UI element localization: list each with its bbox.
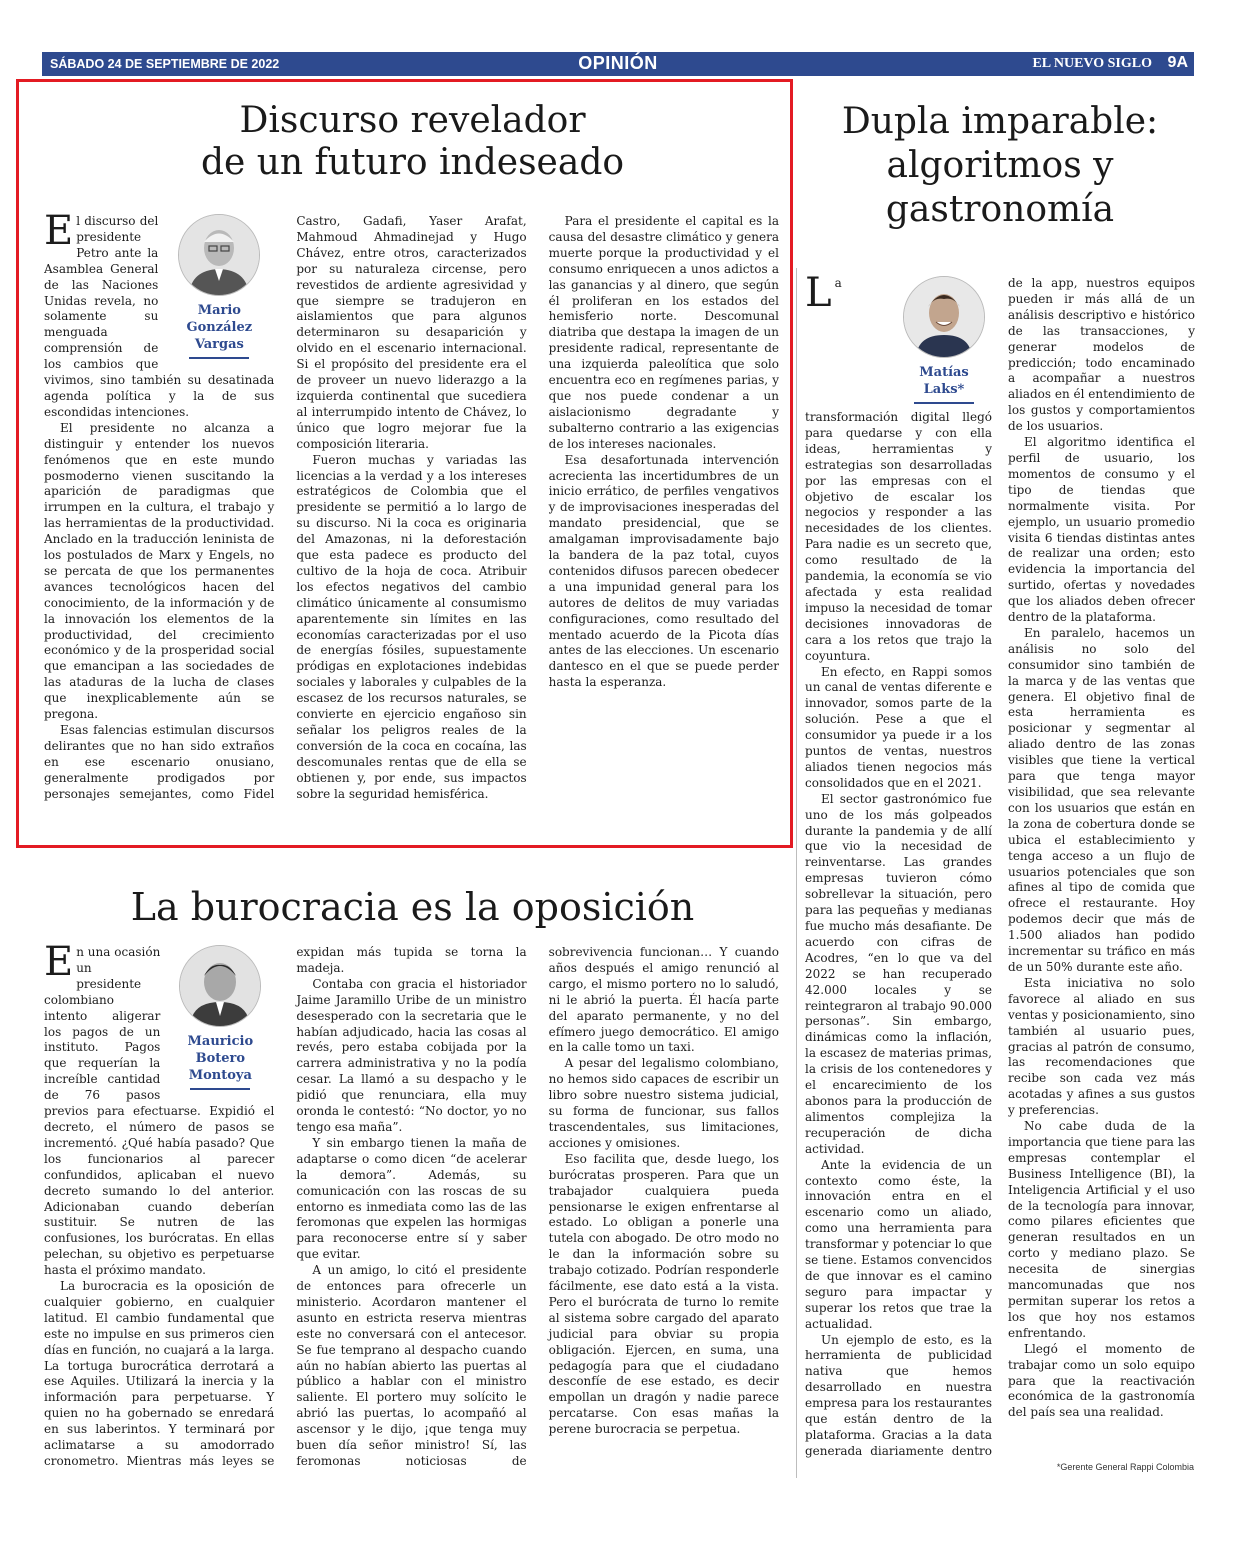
- article2-title-line1: Dupla imparable:: [841, 101, 1159, 142]
- header-paper-name: EL NUEVO SIGLO: [1032, 56, 1152, 71]
- article3-author-box: [166, 945, 274, 1090]
- article1-paragraph: El presidente no alcanza a distinguir y entender los nuevos fenómenos que en este mundo posmoderno vienen suscitando la aparición de paradigmas que irrumpen en la cultura, el trabajo y las herramientas de la productividad. Anclado en la traducción leninista de los postulados de Marx y Engels, no se percata de que los permanentes avances tecnológicos hacen del conocimiento, de la información y de la innovación los elementos de la productividad, del crecimiento económico y de la prosperidad social que emancipan a las sociedades de las ataduras de la lucha de clases que inexplicablemente aún se pregona.: [44, 420, 275, 722]
- person-icon: [180, 946, 260, 1026]
- author-underline: [190, 1088, 250, 1090]
- header-page-number: 9A: [1167, 54, 1188, 71]
- article1-paragraph: El discurso del presidente Petro ante la Asamblea General de las Naciones Unidas revela, no solamente su menguada comprensión de los cambios que vivimos, sino también su desatinada agenda política y la de sus escondidas intenciones.: [44, 214, 275, 419]
- article1-author-middle: González: [186, 320, 253, 335]
- author-photo-mario: [178, 214, 260, 296]
- article3-paragraph: En una ocasión un presidente colombiano intento aligerar los pagos de un instituto. Pagos que requerían la increíble cantidad de 76 pasos previos para efectuarse. Expidió el decreto, el número de pasos se incrementó. ¿Qué había pasado? Que los funcionarios al parecer confundidos, aplicaban el nuevo decreto sumando lo del anterior. Adicionaban cuando deberían sustituir. Se nutren de las confusiones, los burócratas. En ellas pelechan, su objetivo es perpetuarse hasta el próximo mandato.: [44, 945, 275, 1278]
- article3-author-first: Mauricio: [187, 1034, 254, 1049]
- column-divider: [796, 268, 797, 1478]
- article3-paragraph: A un amigo, lo citó el presidente de entonces para ofrecerle un ministerio. Acordaron mantener el asunto en estricta reserva mientras este no conversará con el antecesor. Se fue temprano al despacho cuando aún no habían abierto las puertas al público a hablar con el ministro saliente. El portero muy solícito le abrió las puertas, lo acompañó al ascensor y le dijo, ¡que tenga muy buen día señor ministro! Sí, las feromonas noticiosas de sobrevivencia funcionan… Y cuando años después el amigo renunció al cargo, el mismo portero no lo saludó, ni le abrió la puerta. Él hacía parte del aparato permanente, y no del efímero juego democrático. El amigo en la calle tomo un taxi.: [296, 945, 779, 1468]
- article1-body: [44, 214, 779, 814]
- person-icon: [904, 277, 984, 357]
- article3-author-middle: Botero: [195, 1051, 246, 1066]
- article2-paragraph: En efecto, en Rappi somos un canal de ventas diferente e innovador, somos parte de la solución. Pese a que el consumidor ya puede ir a los puntos de ventas, nuestros aliados tienen negocios más consolidados que en el 2021.: [805, 664, 992, 790]
- article1-author-last: Vargas: [194, 337, 244, 352]
- author-photo-mauricio: [179, 945, 261, 1027]
- article3-paragraph: Eso facilita que, desde luego, los burócratas prosperen. Para que un trabajador cualquiera pueda pensionarse le exigen enfrentarse al estado. Lo obligan a ponerle una tutela con abogado. De otro modo no le dan la información sobre su trabajo cotizado. Podrían responderle fácilmente, ese dato está a la vista. Pero el burócrata de turno lo remite al sistema sobre cargado del aparato judicial para obviar su propia obligación. Ejercen, en suma, una pedagogía para que el ciudadano desconfíe de ese estado, es decir empollan un dragón y nadie parece percatarse. Con esas mañas la perene burocracia se perpetua.: [548, 1151, 779, 1437]
- article2-paragraph: No cabe duda de la importancia que tiene para las empresas contemplar el Business Intelligence (BI), la Inteligencia Artificial y el uso de la tecnología para innovar, como pilares eficientes que generan resultados en un corto y mediano plazo. Se necesita de sinergias mancomunadas que nos permitan superar los retos a los que hoy nos estamos enfrentando.: [1008, 1119, 1195, 1340]
- header-date: SÁBADO 24 DE SEPTIEMBRE DE 2022: [50, 57, 280, 71]
- article2-body: [805, 276, 1195, 1461]
- article2-title: [805, 100, 1195, 232]
- article2-paragraph: El sector gastronómico fue uno de los más golpeados durante la pandemia y de allí que vio la necesidad de reinventarse. Las grandes empresas tuvieron cómo sobrellevar la situación, pero para las pequeñas y medianas fue mucho más desafiante. De acuerdo con cifras de Acodres, “en lo que va del 2022 se han recuperado 42.000 locales y se reintegraron al trabajo 90.000 personas”. Sin embargo, dinámicas como la inflación, la escasez de materias primas, la crisis de los contenedores y el encarecimiento de los abonos para la producción de alimentos complejiza la recuperación de dicha actividad.: [805, 791, 992, 1156]
- article2-paragraph: Esta iniciativa no solo favorece al aliado en sus ventas y posicionamiento, sino también al usuario pues, gracias al patrón de consumo, las recomendaciones que recibe son cada vez más acotadas y afines a sus gustos y preferencias.: [1008, 975, 1195, 1118]
- article1-author-first: Mario: [197, 303, 241, 318]
- author-underline: [189, 357, 249, 359]
- article2-title-line2: algoritmos y: [886, 144, 1114, 186]
- article2-paragraph: Un ejemplo de esto, es la herramienta de publicidad nativa que hemos desarrollado en nuestra empresa para los restaurantes que están dentro de la plataforma. Gracias a la data generada diariamente dentro de la app, nuestros equipos pueden ir más allá de un análisis descriptivo e histórico de las transacciones, y generar modelos de predicción; todo encaminado a acompañar a nuestros aliados en él entendimiento de los gustos y comportamientos de los usuarios.: [805, 276, 1195, 1458]
- article3-paragraph: Contaba con gracia el historiador Jaime Jaramillo Uribe de un ministro desesperado con la secretaria que le habían adjudicado, hacia las cosas al revés, pero estaba cobijada por la carrera administrativa y no la podía cesar. La llamó a su despacho y le pidió que renunciara, ella muy oronda le contestó: “No doctor, yo no tengo esa maña”.: [296, 976, 527, 1134]
- person-icon: [179, 215, 259, 295]
- article3-author-last: Montoya: [188, 1068, 252, 1083]
- article2-dropcap: L: [805, 276, 832, 316]
- article2-paragraph: En paralelo, hacemos un análisis no solo del consumidor sino también de la marca y de las ventas que genera. El objetivo final de esta herramienta es posicionar y segmentar al aliado dentro de las zonas visibles que tiene la vertical para que tenga mayor visibilidad, que sea relevante con los usuarios que están en la zona de cobertura donde se ubica el establecimiento y tenga acceso a un flujo de usuarios potenciales que son afines al tipo de comida que ofrece el restaurante. Hoy podemos decir que más de 1.500 aliados han podido incrementar su tráfico en más de un 50% durante este año.: [1008, 625, 1195, 974]
- article1-paragraph: Fueron muchas y variadas las licencias a la verdad y a los intereses estratégicos de Colombia que el presidente se permitió a lo largo de su discurso. Ni la coca es originaria del Amazonas, ni la deforestación que esta padece es producto del cultivo de la hoja de coca. Atribuir los efectos negativos del cambio climático únicamente al consumismo aparentemente sin límites en las economías caracterizadas por el uso de energías fósiles, supuestamente pródigas en explotaciones indebidas sociales y laborales y culpables de la escasez de los recursos naturales, se convierte en ejercicio engañoso sin señalar los peligros reales de la conversión de la coca en cocaína, las descomunales rentas que de ella se obtienen y, por ende, sus impactos sobre la seguridad hemisférica.: [296, 452, 527, 801]
- page-header-bar: [42, 52, 1194, 76]
- article2-paragraph: Ante la evidencia de un contexto como éste, la innovación entra en el escenario como un aliado, como una herramienta para transformar y potenciar lo que se tiene. Estamos convencidos de que innovar es el camino seguro para impactar y superar los retos que trae la actualidad.: [805, 1157, 992, 1331]
- article2-footnote: *Gerente General Rappi Colombia: [1056, 1462, 1194, 1472]
- article1-author-box: [164, 214, 274, 359]
- article1-paragraph: Esas falencias estimulan discursos delirantes que no han sido extraños en ese escenario onusiano, generalmente prodigados por personajes semejantes, como Fidel Castro, Gadafi, Yaser Arafat, Mahmoud Ahmadinejad y Hugo Chávez, entre otros, caracterizados por su naturaleza circense, pero revestidos de ardiente agresividad y que siempre se tradujeron en aislamientos que para algunos determinaron su desaparición y olvido en el escenario internacional. Si el propósito del presidente era el de proveer un nuevo liderazgo a la izquierda continental que sucediera al interrumpido intento de Chávez, lo único que logro mejorar fue la composición literaria.: [44, 214, 527, 801]
- article3-body: [44, 945, 779, 1475]
- article1-title: [45, 100, 780, 185]
- article3-title: La burocracia es la oposición: [130, 885, 695, 929]
- article2-author-first: Matías: [919, 365, 969, 380]
- article3-paragraph: A pesar del legalismo colombiano, no hemos sido capaces de escribir un libro sobre nuestro sistema judicial, su forma de funcionar, sus fallos trascendentales, sus limitaciones, acciones y omisiones.: [548, 1056, 779, 1150]
- article3-paragraph: La burocracia es la oposición de cualquier gobierno, en cualquier latitud. El cambio fundamental que este no impulse en sus primeros cien días en función, no cuajará a la larga. La tortuga burocrática derrotará a ese Aquiles. Utilizará la inercia y la información para perpetuarse. Y quien no ha gobernado se enredará en sus laberintos. Y terminará por aclimatarse a su amodorrado cronometro. Mientras más leyes se expidan más tupida se torna la madeja.: [44, 945, 527, 1468]
- article1-title-line1: Discurso revelador: [239, 100, 586, 141]
- author-underline: [914, 402, 974, 404]
- article1-paragraph: Esa desafortunada intervención acrecienta las incertidumbres de un inicio errático, de perfiles vengativos y de improvisaciones inesperadas del mandato presidencial, que se amalgaman improvisadamente bajo la bandera de la paz total, cuyos contenidos difusos parecen obedecer a una impunidad general para los autores de delitos de muy variadas configuraciones, como resultado del mentado acuerdo de la Picota días antes de las elecciones. Un escenario dantesco en el que se puede perder hasta la esperanza.: [548, 452, 779, 690]
- article1-paragraph: Para el presidente el capital es la causa del desastre climático y genera muerte porque la productividad y el consumo enriquecen a unos adictos a las ganancias y al dinero, que según él proliferan en los estados del hemisferio norte. Descomunal diatriba que destapa la imagen de un presidente radical, representante de una izquierda paleolítica que solo encuentra eco en regímenes parias, y que nos puede condenar a un aislacionismo degradante y subalterno contrario a las exigencias de los intereses nacionales.: [548, 214, 779, 451]
- article2-title-line3: gastronomía: [885, 188, 1115, 230]
- article2-author-box: [896, 276, 992, 404]
- article2-paragraph: La transformación digital llegó para quedarse y con ella ideas, herramientas y estrategias son desarrolladas por las empresas con el objetivo de escalar los negocios y responder a las necesidades de los clientes. Para nadie es un secreto que, como resultado de la pandemia, la economía se vio afectada y esta realidad impuso la necesidad de tomar decisiones innovadoras de cara a los retos que trajo la coyuntura.: [805, 276, 992, 663]
- article2-author-last: Laks*: [923, 382, 965, 397]
- article1-dropcap: E: [44, 214, 74, 254]
- article2-paragraph: Llegó el momento de trabajar como un solo equipo para que la reactivación económica de la gastronomía del país sea una realidad.: [1008, 1341, 1195, 1420]
- article3-paragraph: Y sin embargo tienen la maña de adaptarse o como dicen “de acelerar la demora”. Además, su comunicación con las roscas de su entorno es inmediata como las de las feromonas que expelen las hormigas para reconocerse entre sí y saber que evitar.: [296, 1135, 527, 1262]
- article3-dropcap: E: [44, 945, 74, 985]
- article2-paragraph: El algoritmo identifica el perfil de usuario, los momentos de consumo y el tipo de tiendas que normalmente visita. Por ejemplo, un usuario promedio visita 6 tiendas distintas antes de realizar una orden; esto evidencia la importancia del surtido, ofertas y novedades que los aliados deben ofrecer dentro de la plataforma.: [1008, 435, 1195, 625]
- header-section: OPINIÓN: [578, 53, 658, 73]
- article1-title-line2: de un futuro indeseado: [200, 142, 625, 184]
- author-photo-matias: [903, 276, 985, 358]
